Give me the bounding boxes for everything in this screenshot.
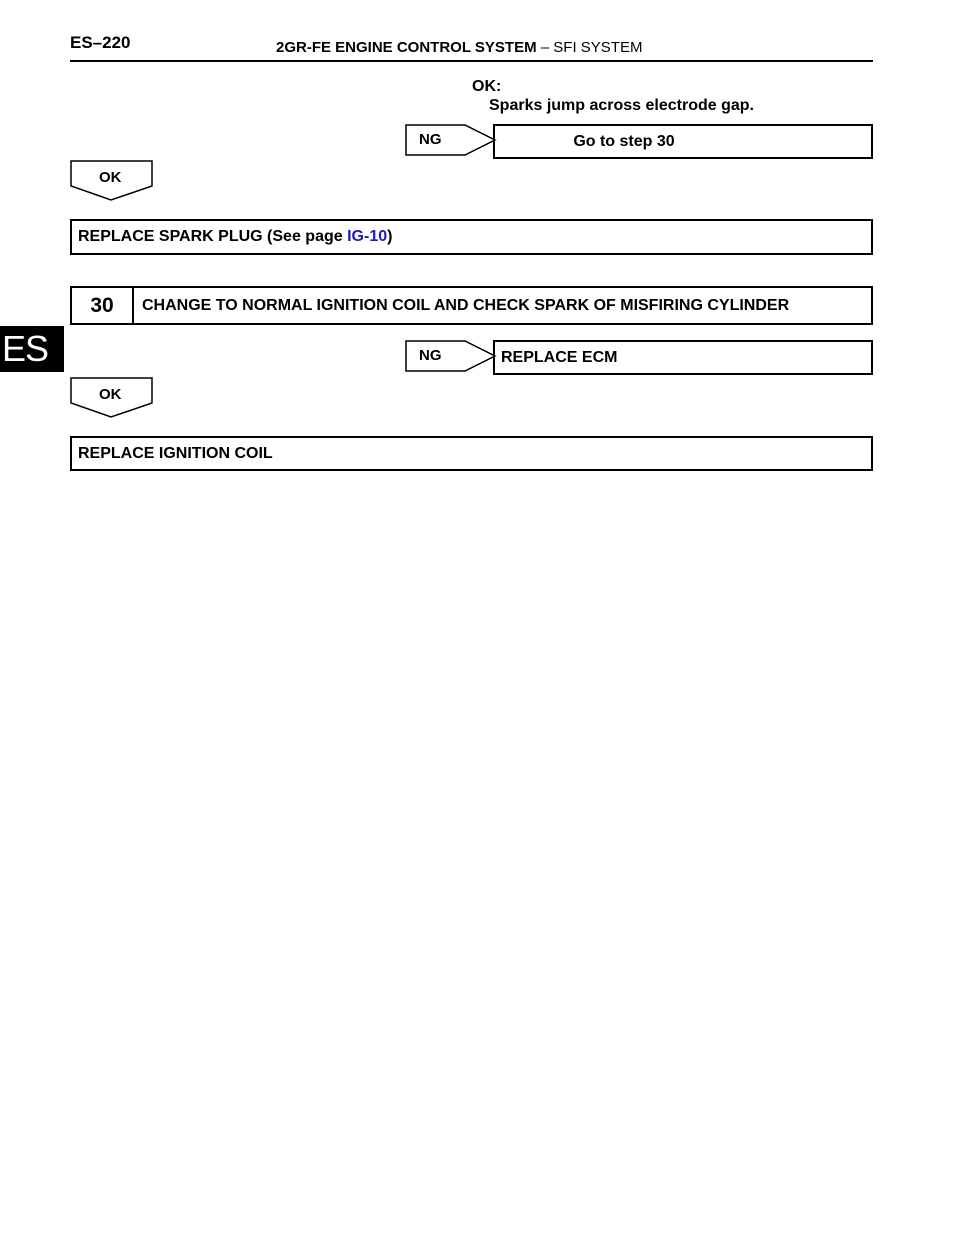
ok-result-box-1[interactable] bbox=[70, 219, 873, 255]
header-rule bbox=[70, 60, 873, 62]
ok-result-box-2[interactable] bbox=[70, 436, 873, 471]
ok-result-1 bbox=[72, 228, 392, 246]
header-separator: – bbox=[540, 39, 550, 56]
ng-result-box-1[interactable] bbox=[493, 124, 873, 159]
section-side-tab: ES bbox=[0, 326, 64, 372]
ok-tag-1: OK bbox=[99, 169, 122, 186]
spec-text: Sparks jump across electrode gap. bbox=[489, 97, 754, 114]
ok-tag-2: OK bbox=[99, 386, 122, 403]
ng-tag-2: NG bbox=[419, 347, 442, 364]
page-code: ES–220 bbox=[70, 33, 131, 52]
header-system: 2GR-FE ENGINE CONTROL SYSTEM bbox=[276, 39, 537, 56]
step-number: 30 bbox=[70, 286, 134, 325]
ok-result-1-suffix: ) bbox=[387, 228, 393, 245]
header-subsystem: SFI SYSTEM bbox=[553, 39, 643, 56]
ng-result-2: REPLACE ECM bbox=[501, 348, 618, 366]
ok-result-1-prefix: REPLACE SPARK PLUG (See page bbox=[78, 228, 348, 245]
step-title: CHANGE TO NORMAL IGNITION COIL AND CHECK SPARK OF MISFIRING CYLINDER bbox=[132, 286, 873, 325]
header-title bbox=[276, 39, 642, 56]
ng-result-1: Go to step 30 bbox=[573, 132, 675, 150]
ng-tag-1: NG bbox=[419, 131, 442, 148]
ok-result-2: REPLACE IGNITION COIL bbox=[78, 444, 273, 462]
ng-result-box-2[interactable] bbox=[493, 340, 873, 375]
page-link-ig-10[interactable]: IG-10 bbox=[347, 228, 388, 245]
spec-label: OK: bbox=[472, 78, 502, 95]
